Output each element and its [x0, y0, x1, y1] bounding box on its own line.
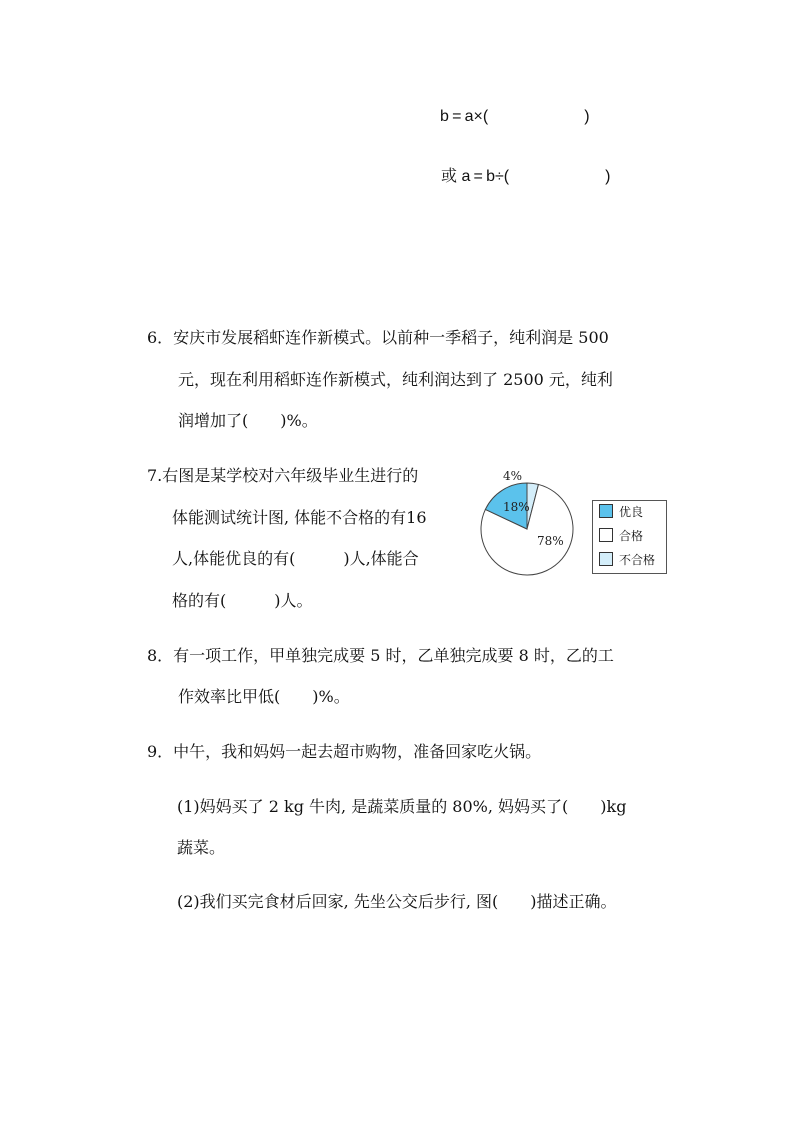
- legend-label-0: 优良: [619, 505, 644, 519]
- pie-label-2: 4%: [503, 469, 523, 483]
- q9-part-2: (2)我们买完食材后回家, 先坐公交后步行, 图( )描述正确。: [177, 892, 617, 911]
- q7-line-4: 格的有( )人。: [172, 591, 313, 610]
- q9-part-1-line-1: (1)妈妈买了 2 kg 牛肉, 是蔬菜质量的 80%, 妈妈买了( )kg: [177, 797, 627, 816]
- legend-swatch-0: [599, 504, 613, 518]
- pie-label-1: 78%: [537, 534, 564, 548]
- q8-line-2: 作效率比甲低( )%。: [178, 687, 350, 706]
- pie-label-0: 18%: [503, 500, 530, 514]
- q6-line-3: 润增加了( )%。: [178, 411, 318, 430]
- q7-line-2: 体能测试统计图, 体能不合格的有16: [172, 508, 427, 527]
- legend-item-0: [599, 504, 643, 520]
- legend-swatch-1: [599, 528, 613, 542]
- q7-line-3: 人,体能优良的有( )人,体能合: [172, 549, 419, 568]
- q6-line-1: 6．安庆市发展稻虾连作新模式。以前种一季稻子，纯利润是 500: [147, 328, 609, 347]
- q9-part-1-line-2: 蔬菜。: [177, 838, 226, 857]
- chart-legend: [592, 500, 667, 574]
- legend-label-1: 合格: [619, 529, 644, 543]
- legend-swatch-2: [599, 552, 613, 566]
- formula-line-1: b = a×( ): [440, 108, 590, 125]
- legend-item-2: [599, 552, 655, 568]
- formula-line-2: 或 a = b÷( ): [441, 168, 611, 185]
- legend-label-2: 不合格: [619, 553, 656, 567]
- q8-line-1: 8．有一项工作，甲单独完成要 5 时，乙单独完成要 8 时，乙的工: [147, 646, 614, 665]
- q7-line-1: 7.右图是某学校对六年级毕业生进行的: [147, 466, 419, 485]
- legend-item-1: [599, 528, 643, 544]
- q9-line-1: 9．中午，我和妈妈一起去超市购物，准备回家吃火锅。: [147, 742, 542, 761]
- q6-line-2: 元，现在利用稻虾连作新模式，纯利润达到了 2500 元，纯利: [178, 370, 613, 389]
